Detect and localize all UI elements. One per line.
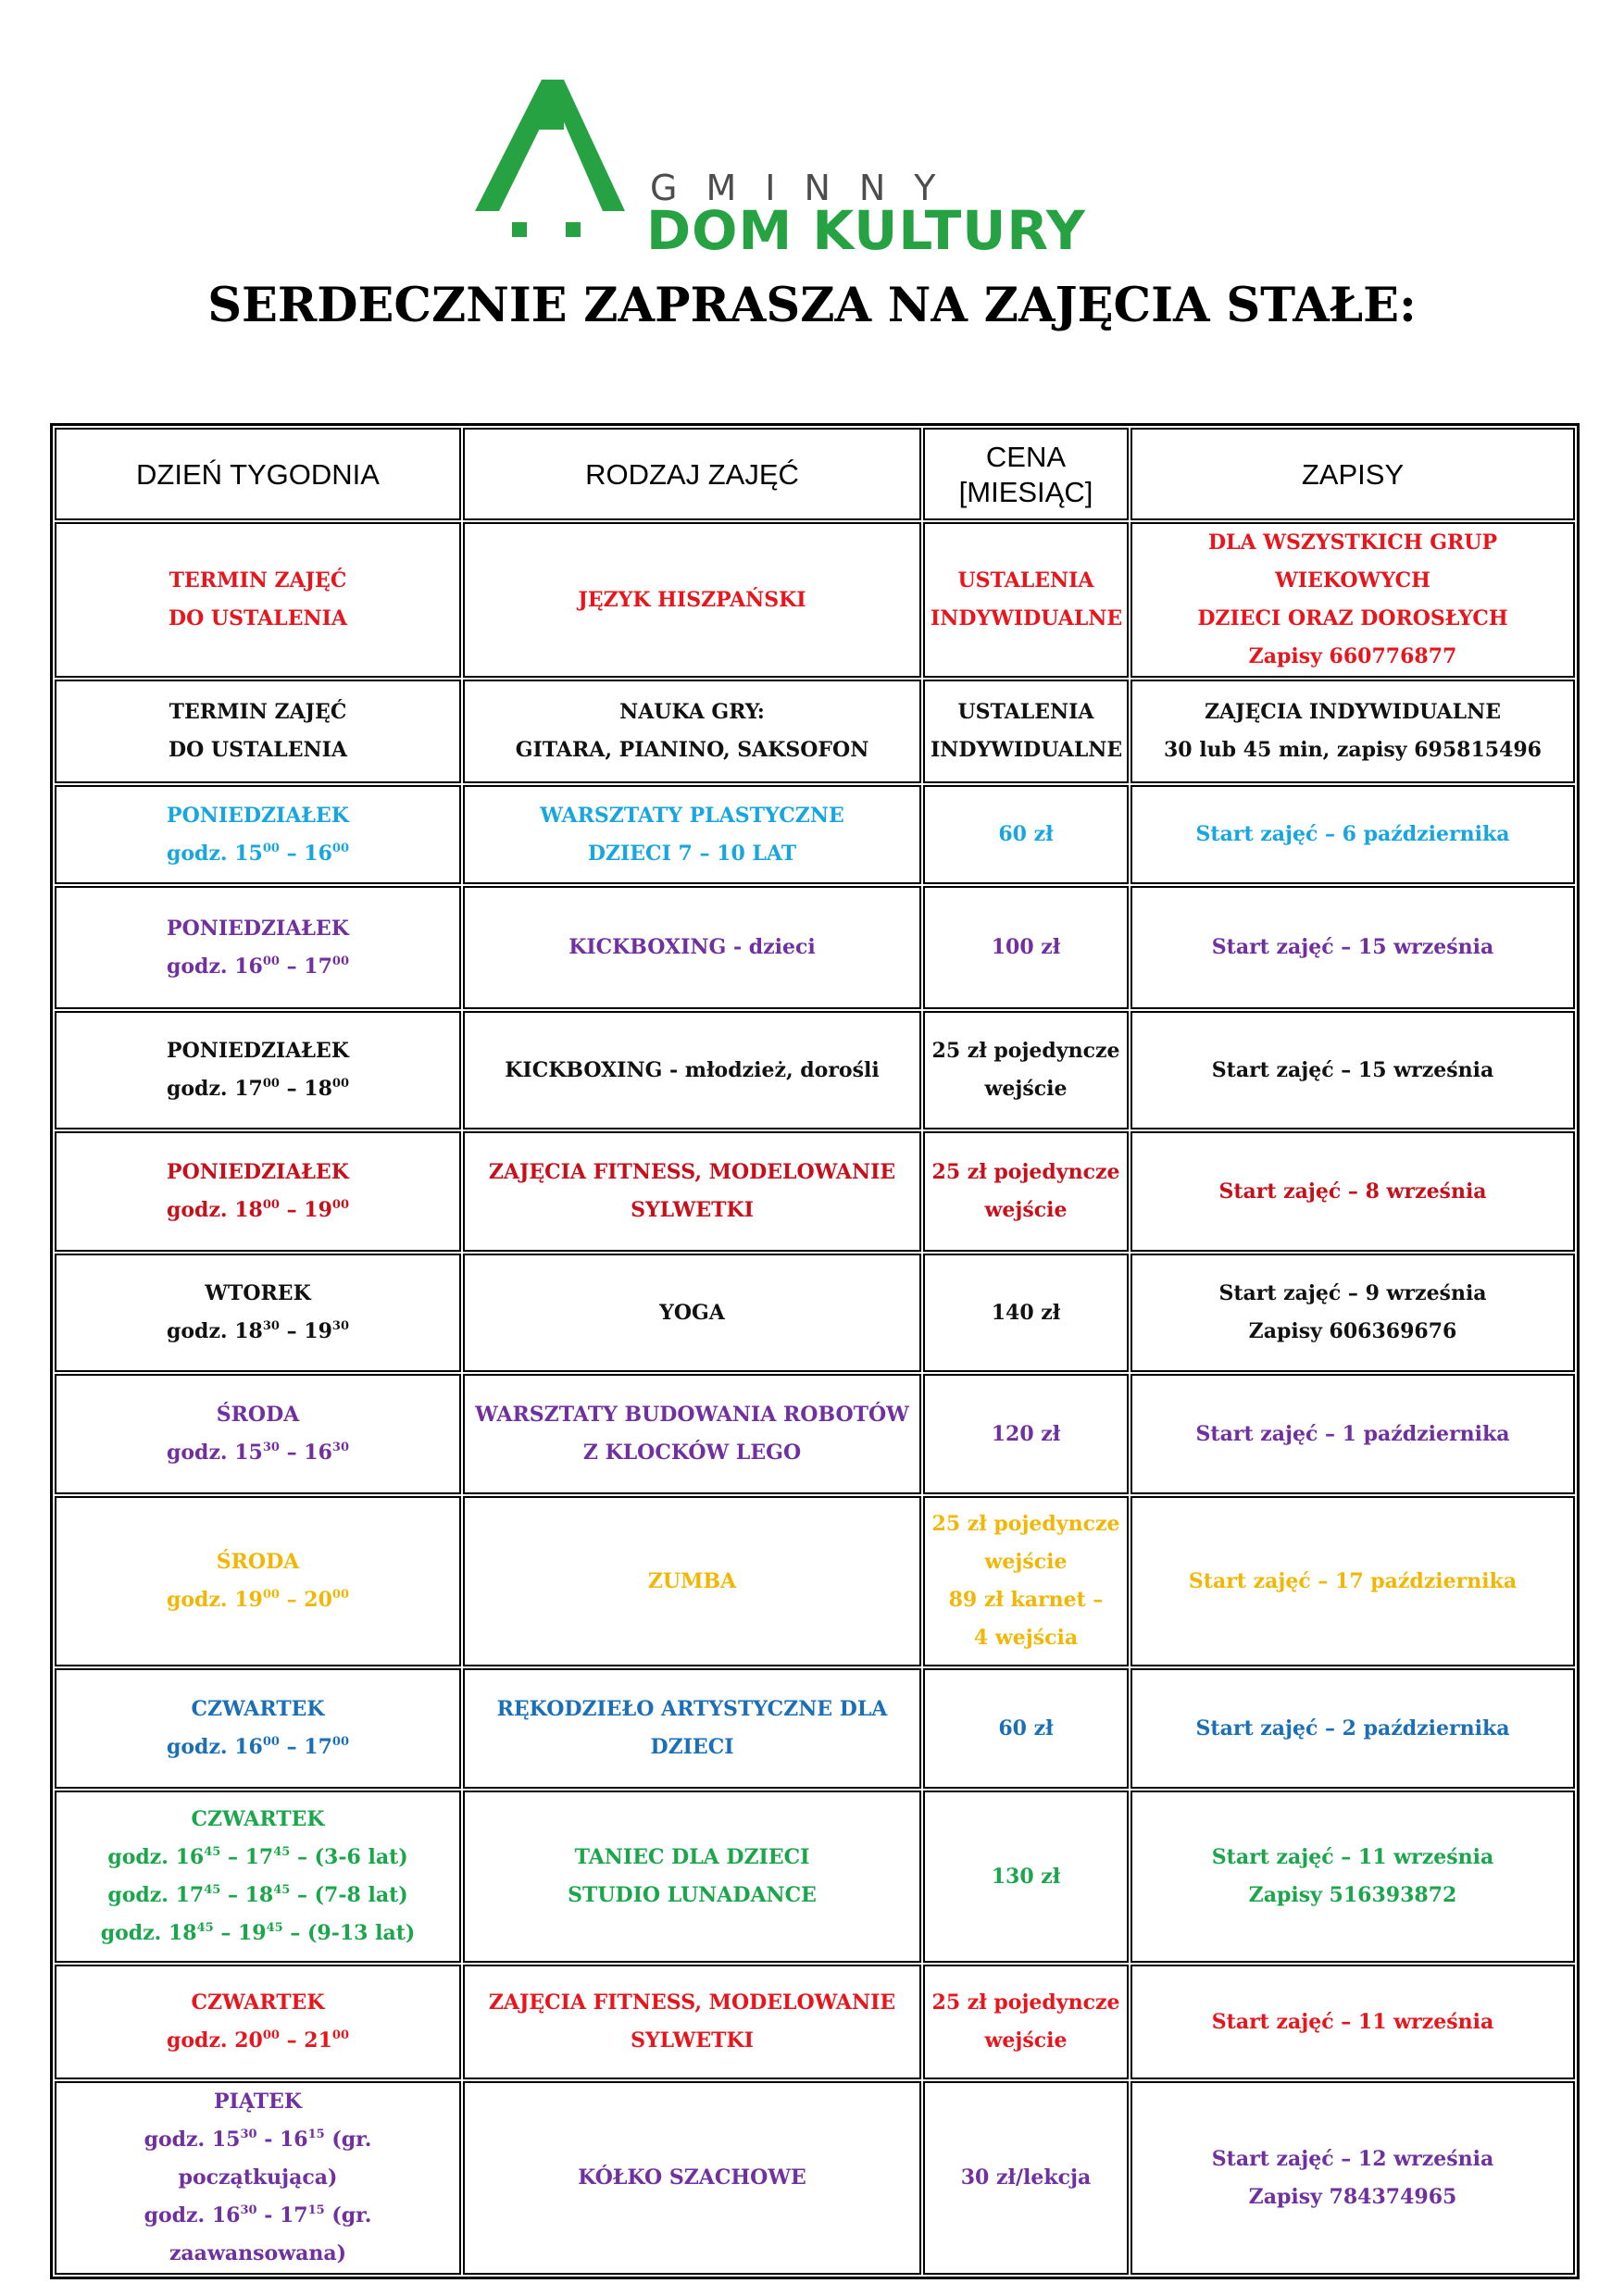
cell-time-line	[62, 1581, 454, 1619]
time-s2: 00	[331, 841, 349, 855]
cell-signup	[1131, 680, 1575, 783]
cell-type-line: ZUMBA	[647, 1568, 737, 1593]
logo	[468, 74, 1097, 262]
table-row	[55, 1496, 1575, 1666]
cell-price	[923, 1668, 1129, 1789]
time-s2: 00	[331, 1735, 349, 1749]
cell-time-line	[62, 948, 454, 986]
cell-day-line: DO USTALENIA	[169, 738, 347, 762]
time-mid: – 17	[279, 954, 332, 979]
cell-signup-line: Zapisy 660776877	[1248, 644, 1457, 668]
cell-price-line: 100 zł	[991, 935, 1061, 959]
cell-time-line	[62, 2121, 454, 2197]
cell-day-line: ŚRODA	[216, 1403, 300, 1427]
cell-day	[55, 1131, 461, 1252]
cell-price-line: 4 wejścia	[973, 1626, 1079, 1650]
cell-price-line: USTALENIA	[957, 568, 1094, 593]
cell-time-line	[62, 1192, 454, 1229]
cell-day-line: TERMIN ZAJĘĆ	[169, 568, 347, 593]
cell-type	[463, 1791, 921, 1963]
time-s1: 30	[262, 1319, 280, 1333]
cell-signup	[1131, 1668, 1575, 1789]
time-pre: godz. 18	[167, 1198, 263, 1222]
cell-price-line: 140 zł	[991, 1300, 1061, 1325]
cell-price	[923, 680, 1129, 783]
cell-day-line: CZWARTEK	[191, 1990, 325, 2015]
time-pre: godz. 16	[167, 954, 263, 979]
cell-signup	[1131, 2081, 1575, 2275]
cell-day	[55, 1791, 461, 1963]
cell-type	[463, 1011, 921, 1129]
cell-price-line: wejście	[984, 2028, 1068, 2053]
table-row	[55, 1254, 1575, 1372]
cell-type-line: DZIECI 7 – 10 LAT	[587, 841, 797, 866]
cell-signup	[1131, 886, 1575, 1009]
header-price	[923, 428, 1129, 520]
cell-day	[55, 1668, 461, 1789]
cell-signup-line: Start zajęć – 9 września	[1218, 1281, 1487, 1305]
logo-gminny-text: GMINNY	[650, 168, 965, 208]
time-s1: 00	[262, 841, 280, 855]
cell-day-line: CZWARTEK	[191, 1697, 325, 1721]
time-mid: – 17	[220, 1845, 274, 1869]
cell-day	[55, 1496, 461, 1666]
time-s2: 45	[273, 1883, 291, 1897]
cell-type-line: KICKBOXING - dzieci	[568, 935, 816, 959]
cell-day	[55, 1965, 461, 2079]
time-mid: – 21	[279, 2028, 332, 2053]
time-pre: godz. 15	[144, 2128, 241, 2152]
time-s1: 30	[240, 2203, 257, 2217]
time-s2: 00	[331, 1588, 349, 1602]
table-row	[55, 1791, 1575, 1963]
cell-price-line: 25 zł pojedyncze	[931, 1512, 1120, 1536]
time-s1: 00	[262, 1198, 280, 1212]
cell-type-line: KÓŁKO SZACHOWE	[578, 2165, 806, 2190]
cell-type-line: KICKBOXING - młodzież, dorośli	[505, 1057, 880, 1082]
cell-price	[923, 1965, 1129, 2079]
cell-day	[55, 785, 461, 884]
cell-signup-line: Start zajęć – 11 września	[1211, 2009, 1494, 2034]
time-pre: godz. 15	[167, 841, 263, 866]
cell-type	[463, 522, 921, 678]
cell-price-line: wejście	[984, 1198, 1068, 1222]
table-row	[55, 1965, 1575, 2079]
table-row	[55, 1011, 1575, 1129]
cell-time-line	[62, 1839, 454, 1877]
table-row	[55, 785, 1575, 884]
cell-signup-line: Zapisy 606369676	[1248, 1319, 1457, 1343]
table-row	[55, 680, 1575, 783]
cell-day-line: ŚRODA	[216, 1550, 300, 1574]
cell-price	[923, 1496, 1129, 1666]
cell-day-line: WTOREK	[205, 1281, 311, 1305]
time-pre: godz. 17	[167, 1077, 263, 1101]
cell-signup	[1131, 1254, 1575, 1372]
time-pre: godz. 15	[167, 1441, 263, 1465]
cell-time-line	[62, 1915, 454, 1953]
cell-price	[923, 522, 1129, 678]
time-s2: 00	[331, 954, 349, 968]
cell-price	[923, 1011, 1129, 1129]
cell-price-line: 25 zł pojedyncze	[931, 1160, 1120, 1184]
cell-signup-line: Start zajęć – 2 października	[1195, 1716, 1510, 1741]
header-type: RODZAJ ZAJĘĆ	[463, 428, 921, 520]
cell-price	[923, 1791, 1129, 1963]
logo-dom-kultury-text: DOM KULTURY	[646, 199, 1086, 262]
cell-signup	[1131, 1011, 1575, 1129]
cell-type-line: ZAJĘCIA FITNESS, MODELOWANIE	[488, 1160, 896, 1184]
cell-signup	[1131, 785, 1575, 884]
cell-signup	[1131, 522, 1575, 678]
cell-type	[463, 1131, 921, 1252]
cell-price-line: 130 zł	[991, 1864, 1061, 1889]
cell-price	[923, 785, 1129, 884]
cell-day-line: DO USTALENIA	[169, 606, 347, 630]
time-s2: 45	[266, 1921, 283, 1935]
cell-signup-line: Zapisy 784374965	[1248, 2184, 1457, 2209]
cell-signup	[1131, 1791, 1575, 1963]
cell-price	[923, 1254, 1129, 1372]
cell-day	[55, 2081, 461, 2275]
cell-type-line: YOGA	[659, 1300, 725, 1325]
cell-price-line: wejście	[984, 1550, 1068, 1574]
cell-signup-line: Start zajęć – 6 października	[1195, 822, 1510, 846]
cell-signup-line: Start zajęć – 17 października	[1188, 1568, 1518, 1593]
cell-type-line: WARSZTATY PLASTYCZNE	[540, 803, 844, 828]
time-pre: godz. 18	[167, 1319, 263, 1343]
time-s1: 30	[262, 1441, 280, 1454]
time-post: – (3-6 lat)	[290, 1845, 408, 1869]
time-s1: 00	[262, 2028, 280, 2042]
cell-type-line: TANIEC DLA DZIECI	[574, 1845, 810, 1869]
cell-day	[55, 886, 461, 1009]
time-s1: 45	[204, 1845, 221, 1859]
cell-type-line: DZIECI	[650, 1735, 734, 1759]
time-s2: 00	[331, 1077, 349, 1091]
cell-type-line: GITARA, PIANINO, SAKSOFON	[515, 738, 869, 762]
cell-price-line: 25 zł pojedyncze	[931, 1990, 1120, 2015]
cell-signup-line: Start zajęć – 15 września	[1211, 1057, 1494, 1082]
time-mid: – 17	[279, 1735, 332, 1759]
cell-day-line: PONIEDZIAŁEK	[167, 803, 349, 828]
cell-type	[463, 785, 921, 884]
cell-signup-line: DZIECI ORAZ DOROSŁYCH	[1197, 606, 1508, 630]
cell-signup	[1131, 1965, 1575, 2079]
cell-type-line: STUDIO LUNADANCE	[568, 1883, 817, 1907]
time-mid: – 19	[213, 1921, 267, 1945]
cell-signup	[1131, 1496, 1575, 1666]
cell-day-line: PONIEDZIAŁEK	[167, 1160, 349, 1184]
time-mid: – 16	[279, 1441, 332, 1465]
cell-price	[923, 2081, 1129, 2275]
time-s1: 30	[240, 2128, 257, 2141]
time-mid: - 16	[256, 2128, 308, 2152]
cell-signup	[1131, 1374, 1575, 1494]
cell-day-line: CZWARTEK	[191, 1807, 325, 1831]
time-mid: – 18	[220, 1883, 274, 1907]
cell-type-line: ZAJĘCIA FITNESS, MODELOWANIE	[488, 1990, 896, 2015]
time-mid: - 17	[256, 2203, 308, 2227]
cell-time-line	[62, 1877, 454, 1915]
cell-type-line: JĘZYK HISZPAŃSKI	[578, 587, 806, 612]
cell-time-line	[62, 2197, 454, 2273]
cell-signup-line: ZAJĘCIA INDYWIDUALNE	[1204, 700, 1502, 724]
cell-type-line: SYLWETKI	[631, 2028, 754, 2053]
time-mid: – 16	[279, 841, 332, 866]
time-mid: – 19	[279, 1198, 332, 1222]
time-post: (gr. zaawansowana)	[169, 2203, 372, 2265]
cell-signup-line: Start zajęć – 8 września	[1218, 1179, 1487, 1204]
cell-day	[55, 1011, 461, 1129]
time-pre: godz. 16	[167, 1735, 263, 1759]
cell-price-line: 89 zł karnet –	[948, 1588, 1104, 1612]
time-pre: godz. 16	[144, 2203, 241, 2227]
table-row	[55, 1374, 1575, 1494]
time-s2: 00	[331, 1198, 349, 1212]
time-s2: 15	[307, 2203, 325, 2217]
cell-day-line: PONIEDZIAŁEK	[167, 1039, 349, 1063]
time-s1: 00	[262, 1735, 280, 1749]
table-row	[55, 886, 1575, 1009]
cell-day	[55, 680, 461, 783]
cell-type-line: NAUKA GRY:	[619, 700, 765, 724]
time-post: – (9-13 lat)	[282, 1921, 416, 1945]
time-mid: – 19	[279, 1319, 332, 1343]
cell-type-line: RĘKODZIEŁO ARTYSTYCZNE DLA	[496, 1697, 888, 1721]
table-row	[55, 522, 1575, 678]
cell-day	[55, 522, 461, 678]
header-day: DZIEŃ TYGODNIA	[55, 428, 461, 520]
cell-signup-line: Zapisy 516393872	[1248, 1883, 1457, 1907]
time-s2: 45	[273, 1845, 291, 1859]
cell-type	[463, 680, 921, 783]
cell-day	[55, 1374, 461, 1494]
cell-type	[463, 1374, 921, 1494]
cell-signup	[1131, 1131, 1575, 1252]
header-price-line1: CENA	[985, 441, 1067, 473]
cell-price	[923, 1374, 1129, 1494]
cell-time-line	[62, 1313, 454, 1351]
cell-time-line	[62, 1070, 454, 1108]
cell-type	[463, 2081, 921, 2275]
cell-type	[463, 1254, 921, 1372]
cell-price-line: 120 zł	[991, 1421, 1061, 1446]
cell-type	[463, 1496, 921, 1666]
cell-type-line: SYLWETKI	[631, 1198, 754, 1222]
cell-price-line: INDYWIDUALNE	[931, 606, 1123, 630]
cell-time-line	[62, 1728, 454, 1766]
header-signup: ZAPISY	[1131, 428, 1575, 520]
cell-price	[923, 1131, 1129, 1252]
cell-day-line: PIĄTEK	[214, 2090, 302, 2114]
table-row	[55, 1131, 1575, 1252]
time-s1: 00	[262, 954, 280, 968]
cell-price	[923, 886, 1129, 1009]
time-pre: godz. 16	[107, 1845, 205, 1869]
time-mid: – 18	[279, 1077, 332, 1101]
cell-signup-line: Start zajęć – 15 września	[1211, 935, 1494, 959]
cell-signup-line: Start zajęć – 1 października	[1195, 1421, 1510, 1446]
cell-type-line: WARSZTATY BUDOWANIA ROBOTÓW	[475, 1403, 909, 1427]
cell-type	[463, 1668, 921, 1789]
time-post: – (7-8 lat)	[290, 1883, 408, 1907]
time-s1: 45	[204, 1883, 221, 1897]
tree-house-icon	[468, 74, 643, 245]
schedule-table	[50, 423, 1580, 2279]
page-headline: SERDECZNIE ZAPRASZA NA ZAJĘCIA STAŁE:	[207, 278, 1417, 333]
cell-signup-line: Start zajęć – 11 września	[1211, 1845, 1494, 1869]
time-pre: godz. 20	[167, 2028, 263, 2053]
cell-time-line	[62, 2022, 454, 2060]
time-s1: 45	[196, 1921, 214, 1935]
cell-time-line	[62, 1434, 454, 1472]
cell-price-line: wejście	[984, 1077, 1068, 1101]
cell-price-line: 25 zł pojedyncze	[931, 1039, 1120, 1063]
time-s1: 00	[262, 1588, 280, 1602]
table-row	[55, 2081, 1575, 2275]
cell-type-line: Z KLOCKÓW LEGO	[582, 1441, 802, 1465]
table-header-row	[55, 428, 1575, 520]
cell-day	[55, 1254, 461, 1372]
cell-signup-line: DLA WSZYSTKICH GRUP WIEKOWYCH	[1207, 530, 1498, 593]
cell-type	[463, 886, 921, 1009]
cell-price-line: USTALENIA	[957, 700, 1094, 724]
time-s2: 30	[331, 1441, 349, 1454]
time-post: (gr. początkująca)	[178, 2128, 372, 2190]
cell-price-line: 60 zł	[998, 822, 1054, 846]
cell-price-line: INDYWIDUALNE	[931, 738, 1123, 762]
table-row	[55, 1668, 1575, 1789]
time-pre: godz. 19	[167, 1588, 263, 1612]
cell-day-line: PONIEDZIAŁEK	[167, 916, 349, 941]
cell-time-line	[62, 835, 454, 873]
cell-type	[463, 1965, 921, 2079]
cell-signup-line: Start zajęć – 12 września	[1211, 2146, 1494, 2171]
time-mid: – 20	[279, 1588, 332, 1612]
time-pre: godz. 18	[100, 1921, 197, 1945]
time-s2: 15	[307, 2128, 325, 2141]
cell-price-line: 30 zł/lekcja	[960, 2165, 1092, 2190]
cell-price-line: 60 zł	[998, 1716, 1054, 1741]
time-s2: 30	[331, 1319, 349, 1333]
cell-signup-line: 30 lub 45 min, zapisy 695815496	[1164, 738, 1542, 762]
cell-day-line: TERMIN ZAJĘĆ	[169, 700, 347, 724]
time-s2: 00	[331, 2028, 349, 2042]
header-price-line2: [MIESIĄC]	[958, 476, 1093, 508]
time-s1: 00	[262, 1077, 280, 1091]
time-pre: godz. 17	[107, 1883, 205, 1907]
